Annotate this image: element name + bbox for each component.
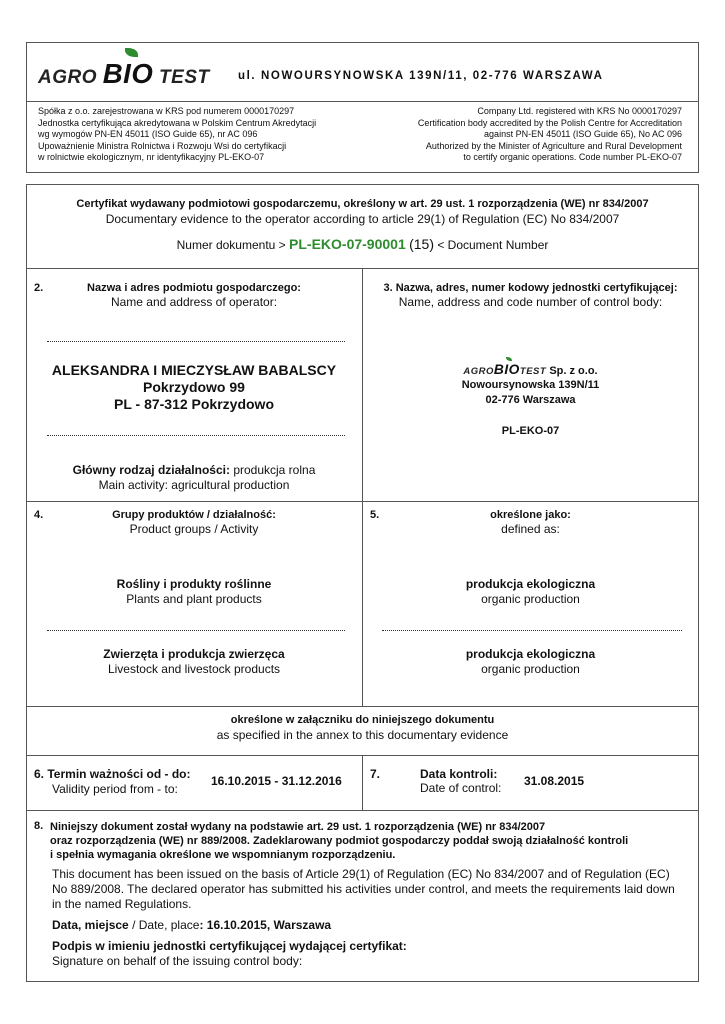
section5-label-en: defined as: [501, 522, 560, 536]
section8-text-pl [50, 820, 628, 862]
section7-label-en: Date of control: [420, 781, 502, 795]
production-type-en: organic production [481, 662, 580, 676]
section6-label-pl [34, 767, 190, 781]
header-divider [26, 101, 699, 102]
divider [26, 810, 699, 811]
header-right-text [418, 106, 682, 164]
header-left-text [38, 106, 316, 164]
cert-title-pl: Certyfikat wydawany podmiotowi gospodarczemu, określony w art. 29 ust. 1 rozporządzenia (WE) nr 834/2007 [76, 198, 649, 210]
section8-en-line: No 889/2008. The declared operator has submitted his activities under control, and meets the requirements laid down [52, 882, 675, 896]
header-right-line: Authorized by the Minister of Agriculture and Rural Development [425, 140, 682, 151]
section6-number: 6. [34, 767, 45, 781]
header-right-line: Company Ltd. registered with KRS No 0000170297 [477, 106, 682, 116]
product-group-en: Plants and plant products [126, 592, 262, 606]
dotted-line [382, 630, 682, 631]
document-number-line [26, 236, 699, 252]
document-number: PL-EKO-07-90001 [289, 236, 406, 252]
section8-en-line: in the named Regulations. [52, 897, 192, 911]
annex-note-pl: określone w załączniku do niniejszego dokumentu [230, 714, 495, 726]
control-body-name [362, 362, 699, 377]
divider [26, 706, 699, 707]
control-body-city: 02-776 Warszawa [485, 394, 576, 406]
control-body-code: PL-EKO-07 [501, 425, 560, 437]
header-left-line: Jednostka certyfikująca akredytowana w Polskim Centrum Akredytacji [38, 117, 317, 128]
validity-period: 16.10.2015 - 31.12.2016 [211, 774, 342, 788]
dotted-line [47, 341, 345, 342]
section8-pl-line: Niniejszy dokument został wydany na podstawie art. 29 ust. 1 rozporządzenia (WE) nr 834/2007 [50, 821, 546, 833]
logo-test: TEST [519, 366, 547, 377]
product-group-pl: Zwierzęta i produkcja zwierzęca [103, 647, 285, 661]
product-group-en: Livestock and livestock products [107, 662, 281, 676]
production-type-en: organic production [481, 592, 580, 606]
production-type-pl: produkcja ekologiczna [465, 647, 596, 661]
doc-prefix: Numer dokumentu > [176, 238, 286, 252]
section7-label-pl: Data kontroli: [420, 767, 498, 781]
date-place-label-en: / Date, place [132, 918, 200, 932]
header-left-line: w rolnictwie ekologicznym, nr identyfikacyjny PL-EKO-07 [38, 152, 265, 162]
company-suffix: Sp. z o.o. [549, 365, 598, 377]
main-activity [26, 463, 362, 477]
main-activity-en: Main activity: agricultural production [98, 478, 290, 492]
annex-note-en: as specified in the annex to this documentary evidence [216, 728, 509, 742]
activity-value: produkcja rolna [233, 463, 316, 477]
doc-suffix: (15) [409, 236, 434, 252]
agrobiotest-logo [38, 58, 210, 90]
logo-agro: AGRO [463, 366, 494, 377]
section4-label-pl: Grupy produktów / działalność: [112, 509, 276, 521]
header-left-line: Spółka z o.o. zarejestrowana w KRS pod numerem 0000170297 [38, 106, 295, 116]
section8-pl-line: oraz rozporządzenia (WE) nr 889/2008. Zadeklarowany podmiot gospodarczy poddał swoją działalność kontroli [50, 835, 629, 847]
logo-bio: BIO [493, 362, 520, 377]
section2-label-en: Name and address of operator: [110, 295, 278, 309]
section4-number: 4. [34, 509, 44, 521]
dotted-line [47, 630, 345, 631]
cert-title-en: Documentary evidence to the operator according to article 29(1) of Regulation (EC) No 834/2007 [105, 212, 620, 226]
agrobiotest-logo-small [463, 362, 549, 377]
logo-bio: BIO [102, 58, 154, 89]
validity-label: Termin ważności od - do: [47, 767, 191, 781]
section5-label-pl: określone jako: [490, 509, 571, 521]
header-left-line: Upoważnienie Ministra Rolnictwa i Rozwoju Wsi do certyfikacji [38, 140, 287, 151]
section8-pl-line: i spełnia wymagania określone we wspomnianym rozporządzeniu. [50, 849, 396, 861]
signature-label-pl: Podpis w imieniu jednostki certyfikującej wydającej certyfikat: [52, 939, 407, 953]
operator-address-1: Pokrzydowo 99 [143, 379, 245, 395]
header-left-line: wg wymogów PN-EN 45011 (ISO Guide 65), nr AC 096 [38, 129, 258, 139]
logo-test: TEST [159, 67, 210, 88]
section7-number: 7. [370, 767, 381, 781]
activity-label: Główny rodzaj działalności: [72, 463, 230, 477]
production-type-pl: produkcja ekologiczna [465, 577, 596, 591]
operator-name: ALEKSANDRA I MIECZYSŁAW BABALSCY [51, 362, 337, 378]
control-date: 31.08.2015 [524, 774, 585, 788]
doc-label-en: < Document Number [437, 238, 549, 252]
section2-number: 2. [34, 282, 44, 294]
date-place-label-pl: Data, miejsce [52, 918, 129, 932]
section8-text-en [52, 867, 675, 912]
product-group-pl: Rośliny i produkty roślinne [116, 577, 272, 591]
date-place-value: 16.10.2015, Warszawa [206, 918, 332, 932]
signature-label-en: Signature on behalf of the issuing control body: [52, 954, 303, 968]
section8-number: 8. [34, 820, 44, 832]
header-right-line: Certification body accredited by the Polish Centre for Accreditation [417, 117, 682, 128]
section3-label-en: Name, address and code number of control body: [398, 295, 663, 309]
date-place-line: Data, miejsce / Date, place: 16.10.2015, Warszawa [52, 918, 332, 932]
section5-number: 5. [370, 509, 380, 521]
section6-label-en: Validity period from - to: [52, 782, 178, 796]
section2-label-pl: Nazwa i adres podmiotu gospodarczego: [87, 282, 301, 294]
header-address: ul. NOWOURSYNOWSKA 139N/11, 02-776 WARSZAWA [238, 70, 604, 82]
column-divider [362, 755, 363, 810]
section4-label-en: Product groups / Activity [129, 522, 259, 536]
section8-en-line: This document has been issued on the basis of Article 29(1) of Regulation (EC) No 834/2007 and of Regulation (EC) [52, 867, 670, 881]
control-body-street: Nowoursynowska 139N/11 [461, 379, 600, 391]
operator-address-2: PL - 87-312 Pokrzydowo [113, 396, 274, 412]
header-right-line: against PN-EN 45011 (ISO Guide 65), No AC 096 [484, 129, 682, 139]
header-right-line: to certify organic operations. Code number PL-EKO-07 [463, 152, 682, 162]
dotted-line [47, 435, 345, 436]
logo-agro: AGRO [38, 67, 97, 88]
section3-label-pl: 3. Nazwa, adres, numer kodowy jednostki certyfikującej: [383, 282, 678, 294]
